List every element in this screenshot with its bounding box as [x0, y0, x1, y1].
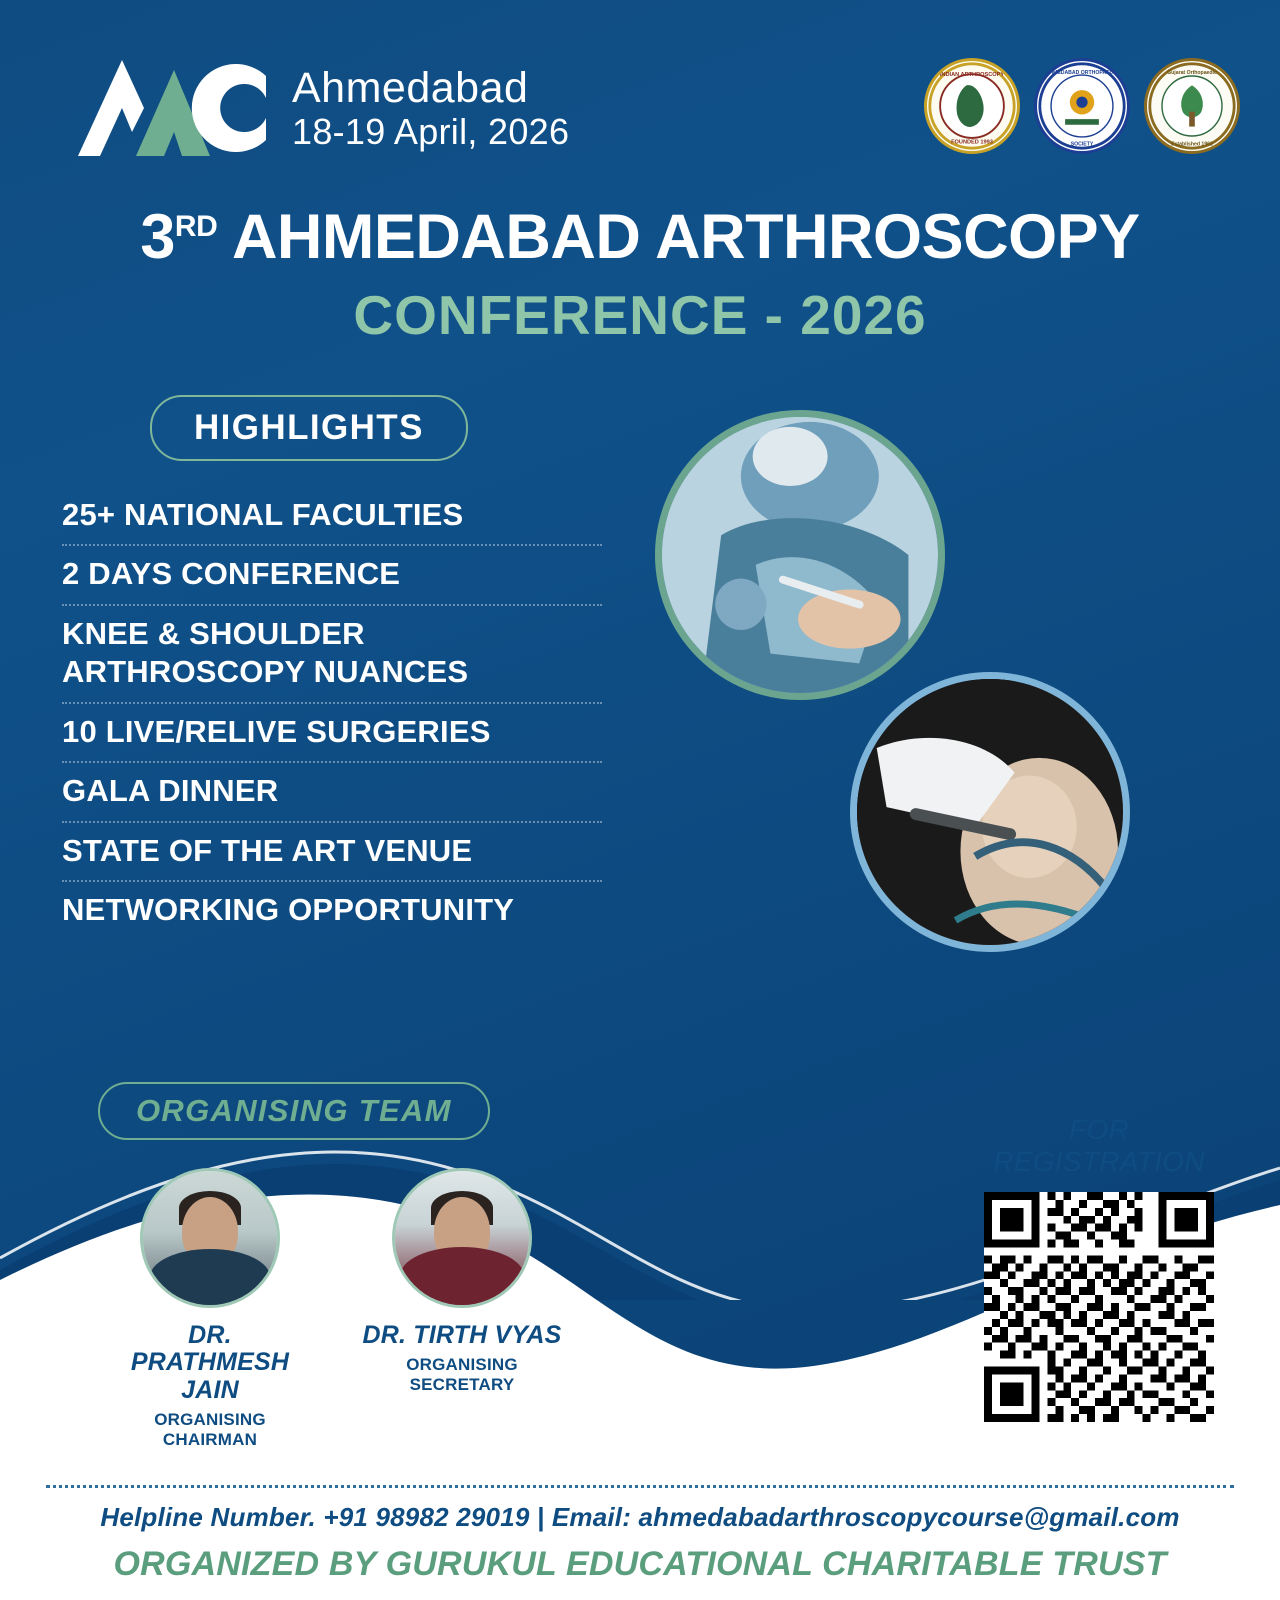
avatar — [140, 1168, 280, 1308]
highlights-list — [62, 487, 602, 940]
arthroscopy-surgery-photo-1 — [655, 410, 945, 700]
contact-info: Helpline Number. +91 98982 29019 | Email: ahmedabadarthroscopycourse@gmail.com — [100, 1502, 1180, 1532]
member-name: DR. TIRTH VYAS — [362, 1320, 562, 1349]
brand-text — [292, 64, 569, 152]
title-main-line — [0, 202, 1280, 272]
svg-text:FOUNDED 1993: FOUNDED 1993 — [951, 139, 993, 146]
organising-team-members — [80, 1168, 640, 1451]
svg-text:SOCIETY: SOCIETY — [1070, 141, 1094, 148]
svg-text:Established 1962: Established 1962 — [1171, 141, 1213, 148]
title-line1: AHMEDABAD ARTHROSCOPY — [231, 202, 1140, 272]
list-item: NETWORKING OPPORTUNITY — [62, 892, 515, 928]
team-member — [110, 1168, 310, 1451]
list-item: 2 DAYS CONFERENCE — [62, 546, 602, 605]
list-item: 10 LIVE/RELIVE SURGERIES — [62, 704, 602, 763]
indian-arthroscopy-society-logo — [924, 58, 1020, 154]
gujarat-orthopaedic-association-logo — [1144, 58, 1240, 154]
poster-header — [0, 0, 1280, 168]
list-item: GALA DINNER — [62, 763, 602, 822]
brand-city: Ahmedabad — [292, 63, 529, 112]
registration-qr-code[interactable] — [984, 1192, 1214, 1422]
team-member — [362, 1168, 562, 1451]
avatar — [392, 1168, 532, 1308]
svg-text:Gujarat Orthopaedic: Gujarat Orthopaedic — [1167, 70, 1217, 77]
member-role: ORGANISING SECRETARY — [406, 1355, 518, 1394]
title-line2: CONFERENCE - 2026 — [353, 284, 927, 346]
brand-lockup — [70, 48, 569, 168]
brand-date: 18-19 April, 2026 — [292, 110, 570, 152]
list-item: KNEE & SHOULDER ARTHROSCOPY NUANCES — [62, 606, 602, 704]
knee-arthroscopy-photo-2 — [850, 672, 1130, 952]
ahmedabad-orthopaedic-society-logo — [1034, 58, 1130, 154]
organising-team-section — [80, 1082, 640, 1451]
list-item: 25+ NATIONAL FACULTIES — [62, 487, 602, 546]
organising-team-heading: ORGANISING TEAM — [98, 1082, 490, 1140]
highlights-heading: HIGHLIGHTS — [150, 395, 468, 461]
registration-label-line2: REGISTRATION — [993, 1146, 1205, 1178]
registration-label-line1: FOR — [1068, 1114, 1129, 1146]
list-item: STATE OF THE ART VENUE — [62, 823, 602, 882]
aac-monogram-logo — [70, 48, 270, 168]
registration-section — [974, 1114, 1224, 1422]
member-name: DR. PRATHMESH JAIN — [130, 1320, 290, 1404]
society-logos — [924, 48, 1240, 154]
member-role: ORGANISING CHAIRMAN — [154, 1410, 266, 1449]
svg-text:INDIAN ARTHROSCOPY: INDIAN ARTHROSCOPY — [939, 72, 1005, 78]
footer-divider — [46, 1485, 1234, 1488]
poster-footer — [0, 1485, 1280, 1600]
organizer-line: ORGANIZED BY GURUKUL EDUCATIONAL CHARITABLE TRUST — [113, 1545, 1167, 1583]
svg-text:AHMEDABAD ORTHOPAEDIC: AHMEDABAD ORTHOPAEDIC — [1045, 70, 1119, 77]
poster-title — [0, 202, 1280, 347]
title-ordinal: 3 — [140, 202, 175, 272]
title-ordinal-suffix: RD — [174, 210, 218, 243]
